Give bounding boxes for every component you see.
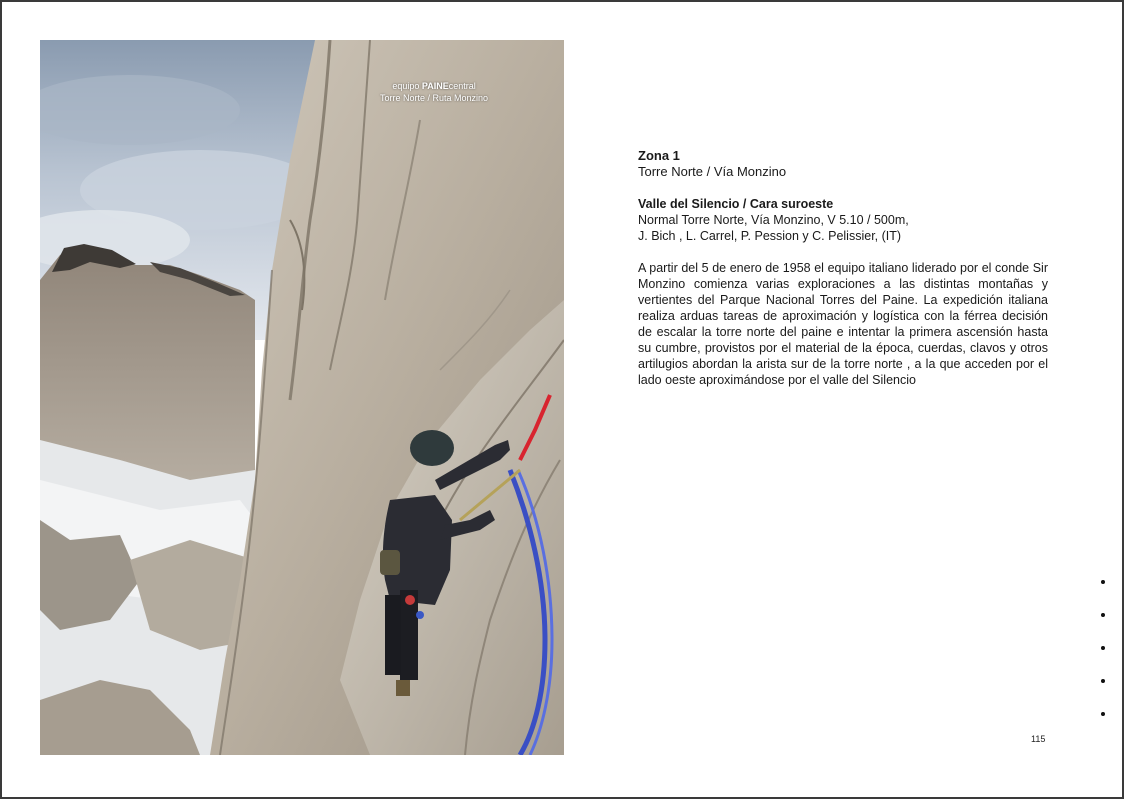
credit-brand-bold: PAINE <box>421 81 449 91</box>
nav-dot[interactable] <box>1101 712 1105 716</box>
nav-dot[interactable] <box>1101 580 1105 584</box>
credit-brand-prefix: equipo <box>392 81 422 91</box>
nav-dot[interactable] <box>1101 613 1105 617</box>
body-paragraph: A partir del 5 de enero de 1958 el equipo italiano liderado por el conde Sir Monzino comienza varias exploraciones a las distintas montañas y vertientes del Parque Nacional Torres del Paine. La expedición italiana realiza arduas tareas de aproximación y logística con la férrea decisión de escalar la torre norte del paine e intentar la primera ascensión hasta su cumbre, provistos por el material de la época, cuerdas, clavos y otros artilugios abordan la arista sur de la torre norte , a la que acceden por el lado oeste aproximándose por el valle del Silencio <box>638 261 1048 387</box>
credit-route: Torre Norte / Ruta Monzino <box>380 93 489 103</box>
route-climbers: J. Bich , L. Carrel, P. Pession y C. Pelissier, (IT) <box>638 229 902 243</box>
nav-dot[interactable] <box>1101 646 1105 650</box>
nav-dot[interactable] <box>1101 679 1105 683</box>
text-column <box>638 148 1048 388</box>
page-nav-dots <box>1098 580 1108 745</box>
climber-photo <box>40 40 564 755</box>
page-number: 115 <box>1031 734 1046 744</box>
zone-subtitle: Torre Norte / Vía Monzino <box>638 164 787 179</box>
route-details: Normal Torre Norte, Vía Monzino, V 5.10 / 500m, <box>638 213 909 227</box>
photo-credit <box>380 80 488 104</box>
zone-title: Zona 1 <box>638 148 680 163</box>
credit-brand-suffix: central <box>448 81 476 91</box>
climbing-photo-illustration <box>40 40 564 755</box>
route-title: Valle del Silencio / Cara suroeste <box>638 197 834 211</box>
